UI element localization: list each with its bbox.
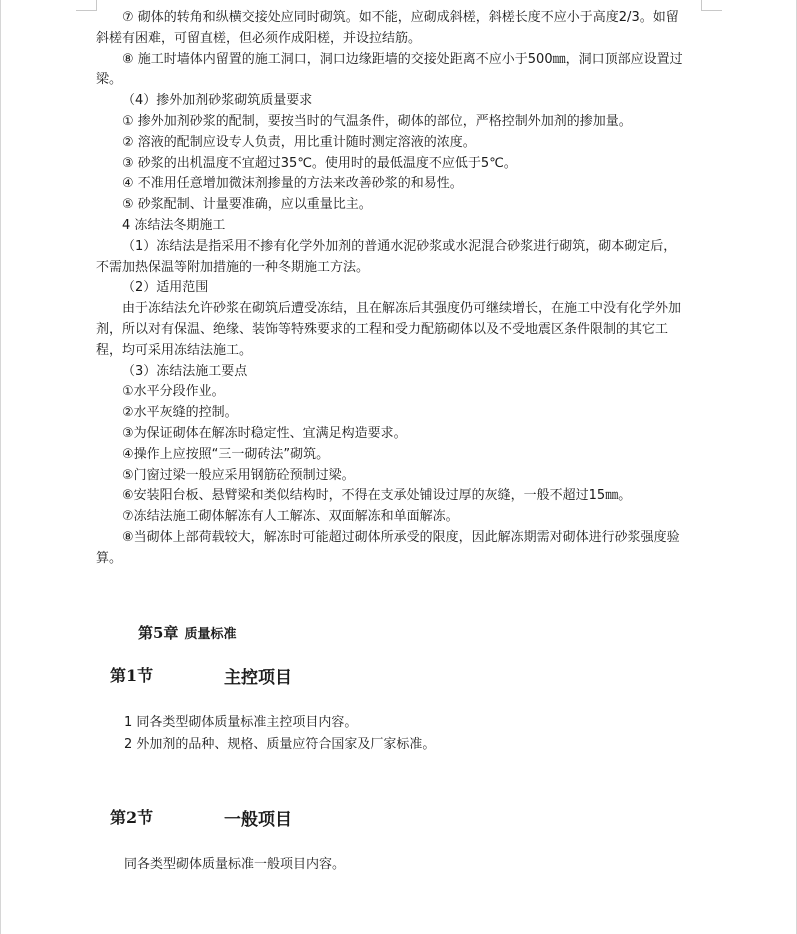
section-number: 第1节: [110, 666, 154, 685]
margin-corner-mark-left: [76, 0, 97, 11]
section-1-list: [124, 712, 435, 756]
paragraph: ①水平分段作业。: [122, 384, 225, 400]
section-2-list: [124, 854, 345, 876]
paragraph: ④操作上应按照“三一砌砖法”砌筑。: [122, 446, 330, 462]
section-heading-2: [110, 805, 292, 830]
paragraph: ②水平灰缝的控制。: [122, 405, 238, 421]
paragraph: ① 掺外加剂砂浆的配制，要按当时的气温条件，砌体的部位，严格控制外加剂的掺加量。: [122, 113, 632, 129]
section-number: 第2节: [110, 808, 154, 827]
list-item: 2 外加剂的品种、规格、质量应符合国家及厂家标准。: [124, 737, 436, 752]
section-title: 一般项目: [224, 810, 292, 830]
subheading: 4 冻结法冬期施工: [122, 217, 226, 233]
paragraph: ⑤门窗过梁一般应采用钢筋砼预制过梁。: [122, 467, 355, 483]
paragraph: 由于冻结法允许砂浆在砌筑后遭受冻结，且在解冻后其强度仍可继续增长，在施工中没有化学外加剂，所以对有保温、绝缘、装饰等特殊要求的工程和受力配筋砌体以及不受地震区条件限制的其它工程，均可采用冻结法施工。: [96, 301, 682, 358]
list-item: 同各类型砌体质量标准一般项目内容。: [124, 857, 346, 872]
subheading: （4）掺外加剂砂浆砌筑质量要求: [122, 93, 313, 109]
paragraph: ⑧ 施工时墙体内留置的施工洞口，洞口边缘距墙的交接处距离不应小于500㎜，洞口顶部应设置过梁。: [96, 51, 683, 88]
paragraph: ③为保证砌体在解冻时稳定性、宜满足构造要求。: [122, 425, 407, 441]
chapter-heading: [138, 622, 236, 643]
list-item: 1 同各类型砌体质量标准主控项目内容。: [124, 715, 358, 730]
paragraph: ③ 砂浆的出机温度不宜超过35℃。使用时的最低温度不应低于5℃。: [122, 155, 517, 171]
paragraph: ⑦冻结法施工砌体解冻有人工解冻、双面解冻和单面解冻。: [122, 509, 459, 525]
page-left-edge: [0, 0, 1, 934]
section-heading-1: [110, 663, 292, 688]
paragraph: ⑥安装阳台板、悬臂梁和类似结构时，不得在支承处铺设过厚的灰缝，一般不超过15㎜。: [122, 488, 632, 504]
paragraph: ⑤ 砂浆配制、计量要准确，应以重量比主。: [122, 197, 372, 213]
chapter-number: 第5章: [138, 624, 179, 642]
paragraph: （1）冻结法是指采用不掺有化学外加剂的普通水泥砂浆或水泥混合砂浆进行砌筑，砌本砌定后，不需加热保温等附加措施的一种冬期施工方法。: [96, 238, 677, 275]
paragraph: ② 溶液的配制应设专人负责，用比重计随时测定溶液的浓度。: [122, 134, 476, 150]
subheading: （3）冻结法施工要点: [122, 363, 248, 379]
subheading: （2）适用范围: [122, 280, 209, 296]
section-title: 主控项目: [224, 668, 292, 688]
margin-corner-mark-right: [701, 0, 722, 11]
paragraph: ⑦ 砌体的转角和纵横交接处应同时砌筑。如不能，应砌成斜槎，斜槎长度不应小于高度2/3。如留斜槎有困难，可留直槎，但必须作成阳槎，并设拉结筋。: [96, 10, 679, 46]
paragraph: ④ 不准用任意增加微沫剂掺量的方法来改善砂浆的和易性。: [122, 176, 463, 192]
paragraph: ⑧当砌体上部荷载较大，解冻时可能超过砌体所承受的限度，因此解冻期需对砌体进行砂浆强度验算。: [96, 529, 680, 566]
chapter-title: 质量标准: [184, 627, 237, 642]
document-body: [96, 8, 688, 570]
